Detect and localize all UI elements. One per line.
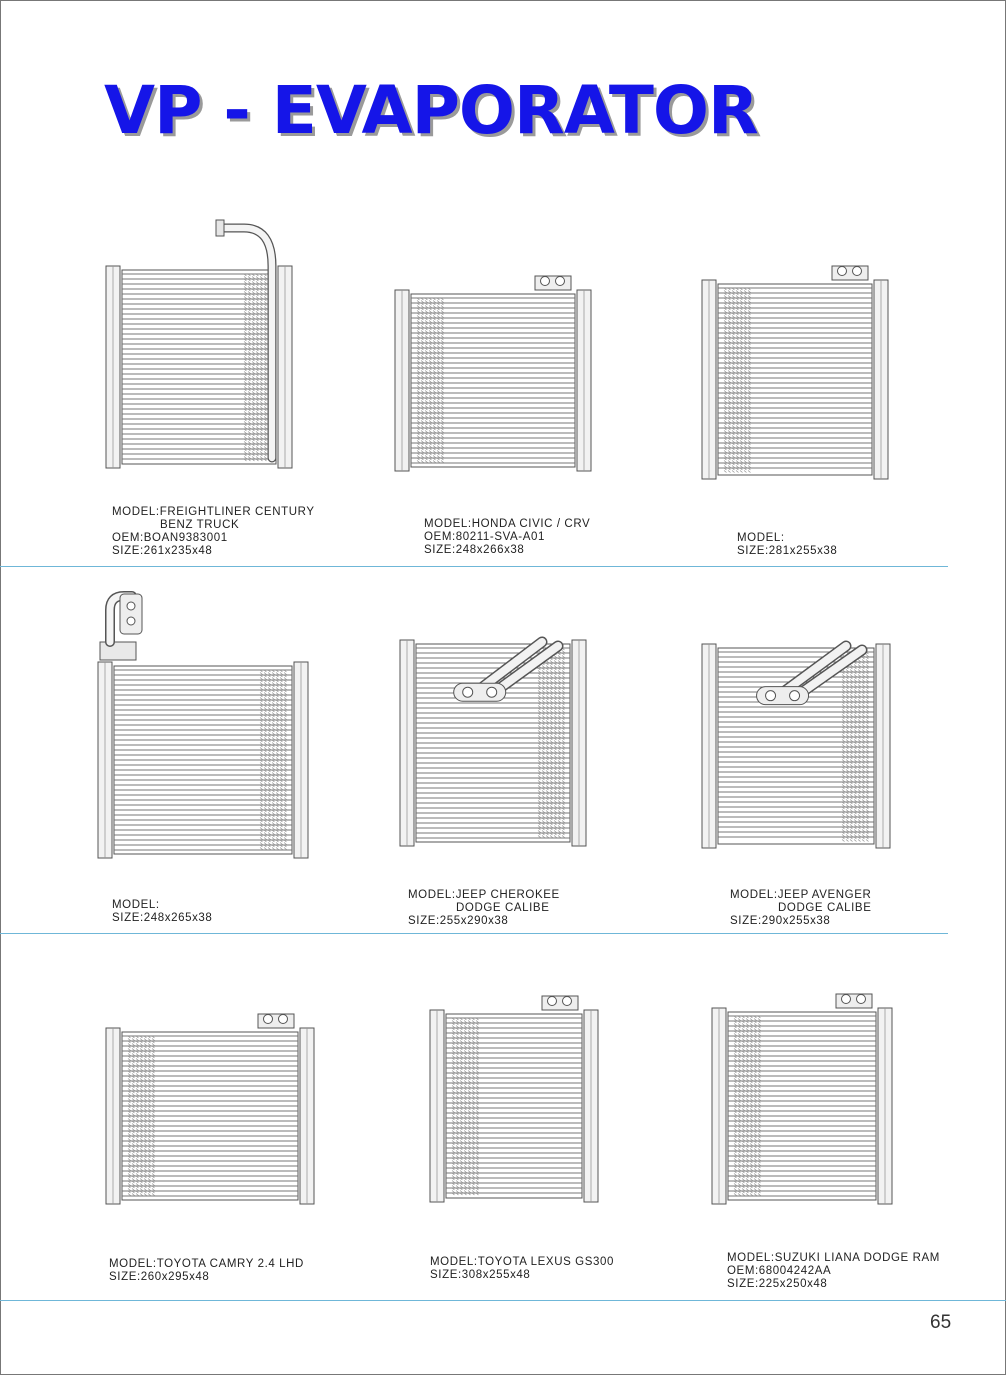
size-text: SIZE:248x266x38 [424, 544, 525, 556]
model-text: MODEL:SUZUKI LIANA DODGE RAM [727, 1252, 940, 1264]
size-text: SIZE:248x265x38 [112, 912, 213, 924]
page-number: 65 [930, 1312, 952, 1333]
model-text: MODEL:FREIGHTLINER CENTURY [112, 506, 315, 518]
oem-text: OEM:BOAN9383001 [112, 532, 228, 544]
size-text: SIZE:261x235x48 [112, 545, 213, 557]
size-text: SIZE:281x255x38 [737, 545, 838, 557]
size-text: SIZE:225x250x48 [727, 1278, 828, 1290]
size-text: SIZE:290x255x38 [730, 915, 831, 927]
caption-2 [424, 518, 590, 557]
section-divider-2 [0, 933, 948, 934]
caption-8 [430, 1256, 614, 1282]
size-text: SIZE:260x295x48 [109, 1271, 210, 1283]
model-text: MODEL: [112, 899, 160, 911]
evaporator-image-1 [104, 214, 294, 474]
caption-5 [408, 889, 560, 928]
evaporator-image-2 [393, 270, 593, 477]
evaporator-image-8 [428, 990, 600, 1208]
evaporator-image-3 [700, 260, 890, 485]
model-text: MODEL:JEEP CHEROKEE [408, 889, 560, 901]
model-text: MODEL:HONDA CIVIC / CRV [424, 518, 591, 530]
model-text-line2: BENZ TRUCK [160, 519, 240, 531]
oem-text: OEM:80211-SVA-A01 [424, 531, 545, 543]
model-text: MODEL:TOYOTA CAMRY 2.4 LHD [109, 1258, 304, 1270]
section-divider-3 [0, 1300, 1006, 1301]
caption-1 [112, 506, 315, 558]
evaporator-image-6 [700, 636, 892, 854]
evaporator-image-5 [398, 632, 588, 852]
caption-7 [109, 1258, 304, 1284]
oem-text: OEM:68004242AA [727, 1265, 832, 1277]
page-title: VP - EVAPORATOR [104, 72, 758, 149]
model-text: MODEL:TOYOTA LEXUS GS300 [430, 1256, 614, 1268]
evaporator-image-4 [96, 588, 310, 864]
evaporator-image-9 [710, 988, 894, 1210]
model-text: MODEL: [737, 532, 785, 544]
model-text-line2: DODGE CALIBE [778, 902, 872, 914]
evaporator-image-7 [104, 1008, 316, 1210]
size-text: SIZE:308x255x48 [430, 1269, 531, 1281]
caption-4 [112, 899, 212, 925]
size-text: SIZE:255x290x38 [408, 915, 509, 927]
caption-6 [730, 889, 871, 928]
section-divider-1 [0, 566, 948, 567]
caption-3 [737, 532, 837, 558]
model-text: MODEL:JEEP AVENGER [730, 889, 872, 901]
model-text-line2: DODGE CALIBE [456, 902, 550, 914]
caption-9 [727, 1252, 940, 1291]
